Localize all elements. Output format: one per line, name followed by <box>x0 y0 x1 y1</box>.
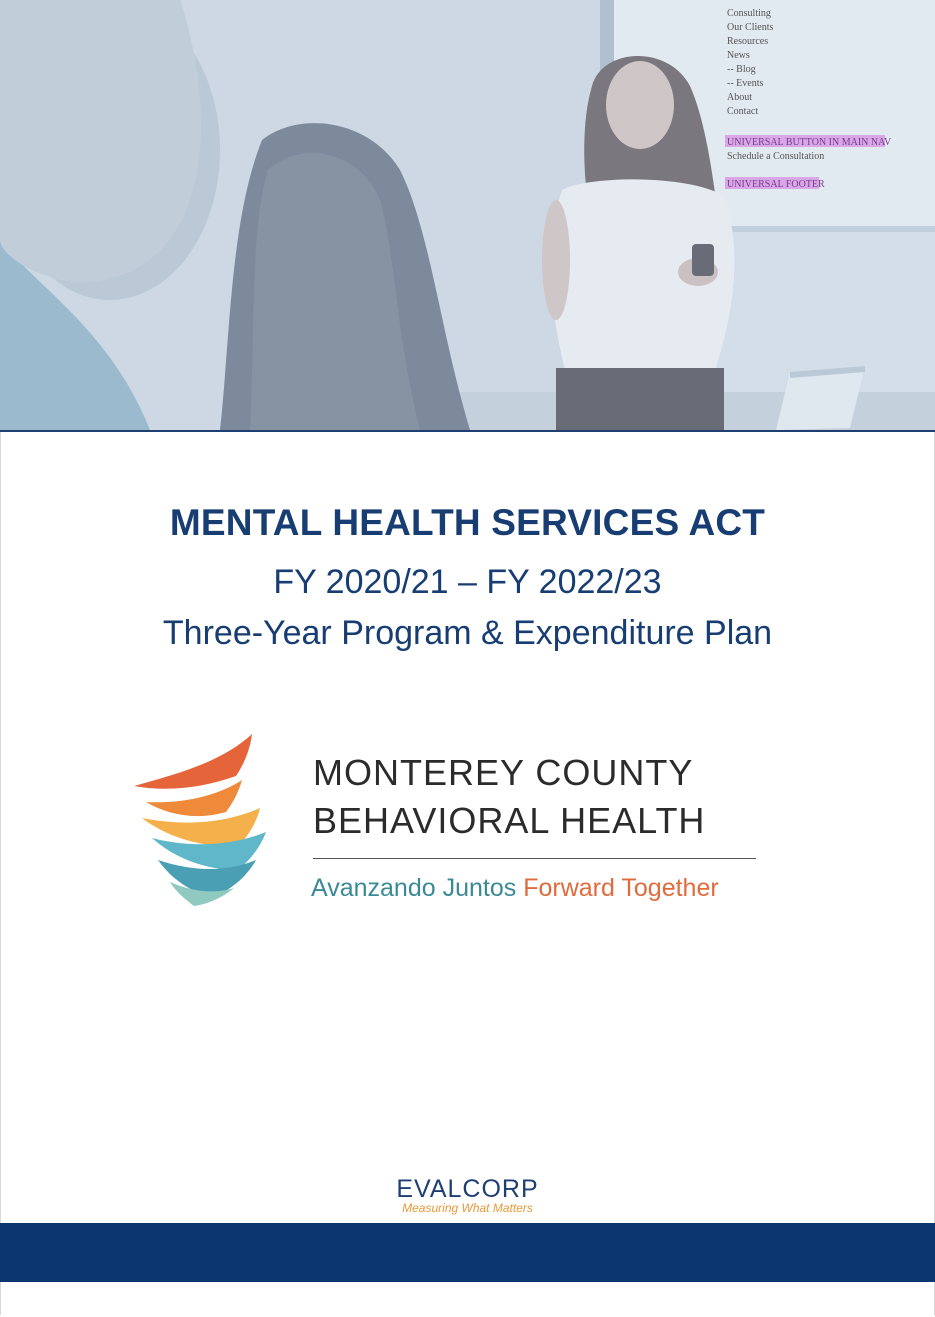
document-title: MENTAL HEALTH SERVICES ACT <box>169 502 766 543</box>
screen-menu-item: Contact <box>727 106 759 117</box>
hero-photo <box>0 0 935 430</box>
screen-line: Schedule a Consultation <box>727 151 825 162</box>
logo-tagline <box>311 874 719 903</box>
screen-menu-item: -- Events <box>727 78 764 89</box>
evalcorp-logo <box>0 1176 935 1214</box>
logo-divider <box>313 858 756 859</box>
screen-menu-item: About <box>727 92 752 103</box>
evalcorp-tagline: Measuring What Matters <box>402 1201 533 1215</box>
screen-menu-item: -- Blog <box>727 64 756 75</box>
screen-menu-item: Consulting <box>727 8 771 19</box>
mcbh-logo-mark <box>132 732 272 907</box>
evalcorp-name: EVALCORP <box>396 1175 539 1203</box>
tagline-spanish: Avanzando Juntos <box>311 874 517 902</box>
logo-org-line1: MONTEREY COUNTY <box>313 752 694 793</box>
fiscal-years: FY 2020/21 – FY 2022/23 <box>273 563 662 601</box>
logo-org-line2: BEHAVIORAL HEALTH <box>313 800 706 841</box>
hero-divider <box>0 430 935 432</box>
hero-photo-illustration <box>0 0 935 430</box>
screen-menu-item: Our Clients <box>727 22 774 33</box>
screen-menu-item: Resources <box>727 36 769 47</box>
screen-menu-item: News <box>727 50 750 61</box>
tagline-english: Forward Together <box>523 874 719 902</box>
document-subtitle: Three-Year Program & Expenditure Plan <box>162 614 773 652</box>
screen-highlight: UNIVERSAL BUTTON IN MAIN NAV <box>727 137 892 148</box>
screen-highlight: UNIVERSAL FOOTER <box>727 179 825 190</box>
footer-bar <box>0 1223 935 1282</box>
